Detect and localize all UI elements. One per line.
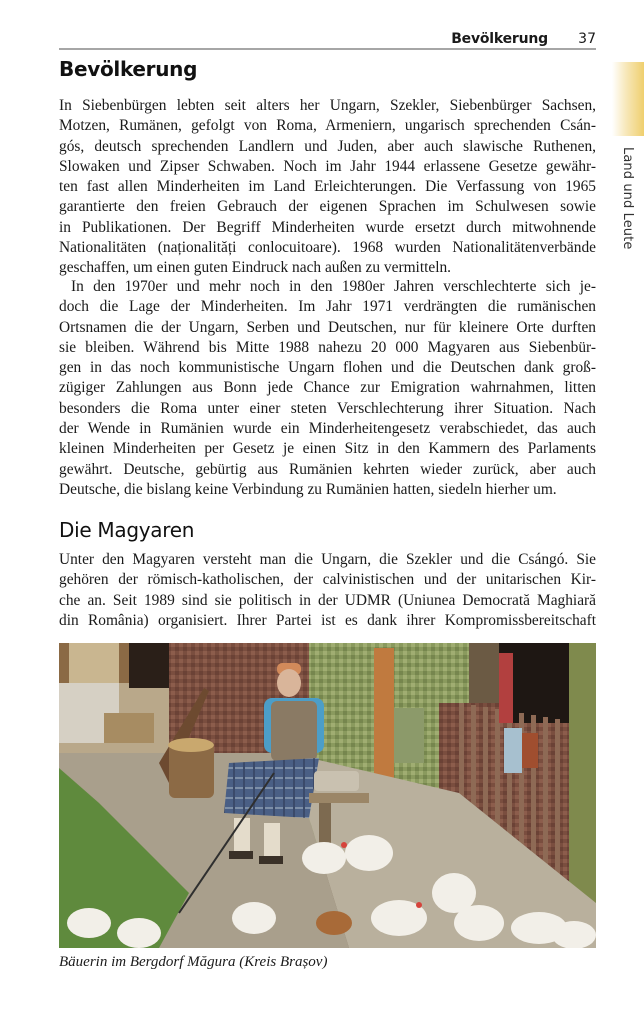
text-line: gen in das noch kommunistische Ungarn flohen und die Deutschen dank groß- (59, 359, 596, 377)
text-line: In Siebenbürgen lebten seit alters her Ungarn, Szekler, Siebenbürger Sachsen, (59, 97, 596, 114)
text-line: zügiger Zahlungen aus Bonn jede Chance zur Emigration wahrnahmen, litten (59, 379, 596, 397)
text-line: geschaffen, um einen guten Eindruck nach außen zu vermitteln. (59, 259, 452, 277)
text-line: Motzen, Rumänen, gefolgt von Roma, Armeniern, ungarisch sprechenden Csán- (59, 117, 596, 135)
text-line: gewährt. Deutsche, gebürtig aus Rumänien kehrten wieder zurück, aber auch (59, 460, 596, 478)
text-line: ten fast allen Minderheiten im Land Erleichterungen. Die Verfassung von 1965 (59, 178, 596, 196)
paragraph-2 (59, 277, 596, 500)
text-line: garantierte den freien Gebrauch der eigenen Sprachen im Schulwesen sowie (59, 198, 596, 216)
text-line: in Publikationen. Der Begriff Minderheiten wurde ersetzt durch mitwohnende (59, 218, 596, 236)
paragraph-1 (59, 96, 596, 279)
paragraph-3 (59, 550, 596, 631)
text-line: gehören der römisch-katholischen, der calvinistischen und der unitarischen Kir- (59, 571, 596, 589)
text-line: din România) organisiert. Ihrer Partei ist es dank ihrer Kompromissbereitschaft (59, 611, 596, 629)
text-line: che an. Seit 1989 sind sie politisch in der UDMR (Uniunea Democrată Maghiară (59, 591, 596, 609)
text-line: In den 1970er und mehr noch in den 1980er Jahren verschlechterte sich je- (71, 278, 596, 295)
text-line: gós, deutsch sprechenden Landlern und Juden, aber auch slawische Ruthenen, (59, 137, 596, 155)
section-heading: Bevölkerung (59, 57, 198, 81)
running-head (59, 30, 596, 50)
running-head-section: Bevölkerung (451, 31, 548, 47)
subsection-heading: Die Magyaren (59, 518, 195, 542)
photo-farmer-woman (59, 643, 596, 948)
photo-illustration (59, 643, 596, 948)
photo-caption: Bäuerin im Bergdorf Măgura (Kreis Brașov) (59, 954, 328, 970)
chapter-thumb-label: Land und Leute (620, 147, 635, 250)
text-line: Deutsche, die bislang keine Verbindung zu Rumänien hatten, siedeln hierher um. (59, 480, 557, 498)
text-line: Ortsnamen die der Ungarn, Serben und Deutschen, nur für kleinere Orte durften (59, 318, 596, 336)
chapter-thumb-tab (612, 62, 644, 136)
text-line: Unter den Magyaren versteht man die Ungarn, die Szekler und die Csángó. Sie (59, 551, 596, 568)
page-number: 37 (578, 31, 596, 47)
text-line: der Wende in Rumänien wurde ein Minderheitengesetz verabschiedet, das auch (59, 420, 596, 438)
text-line: kleinen Minderheiten per Gesetz je einen Sitz in den Kammern des Parlaments (59, 440, 596, 458)
text-line: Nationalitäten (naționalități conlocuitoare). 1968 wurden Nationalitätenverbände (59, 239, 596, 257)
text-line: doch die Lage der Minderheiten. Im Jahr 1971 verdrängten die rumänischen (59, 298, 596, 316)
text-line: besonders die Roma unter einer steten Verschlechterung ihrer Situation. Nach (59, 399, 596, 417)
text-line: sie bleiben. Während bis Mitte 1988 nahezu 20 000 Magyaren aus Siebenbür- (59, 338, 596, 356)
text-line: Slowaken und Zipser Schwaben. Noch im Jahr 1944 erlassene Gesetze gewähr- (59, 157, 596, 175)
